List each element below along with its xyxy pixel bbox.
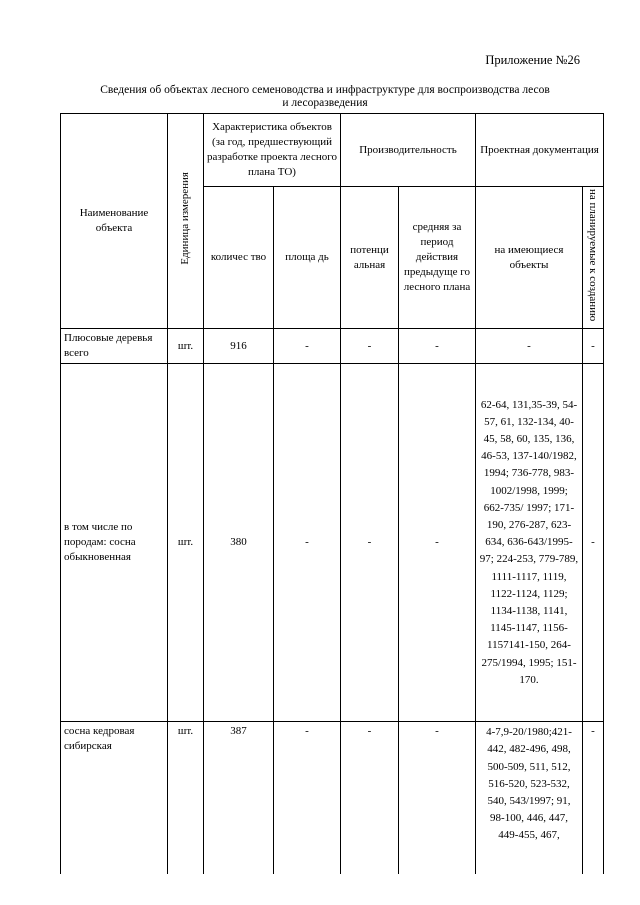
appendix-label: Приложение №26 — [485, 53, 580, 67]
header-quantity: количес тво — [204, 187, 274, 329]
header-area: площа дь — [274, 187, 341, 329]
table-row — [61, 722, 604, 874]
header-productivity: Производительность — [341, 114, 476, 187]
row-potential: - — [341, 329, 399, 364]
header-unit: Единица измерения — [179, 172, 191, 265]
title-line-2: и лесоразведения — [282, 97, 368, 109]
row-name: Плюсовые деревья всего — [61, 329, 168, 364]
row-unit: шт. — [168, 329, 204, 364]
table-row — [61, 364, 604, 722]
row-quantity: 387 — [204, 722, 274, 874]
title-line-1: Сведения об объектах лесного семеноводства и инфраструктуре для воспроизводства лесов — [100, 84, 550, 96]
row-area: - — [274, 329, 341, 364]
row-area: - — [274, 364, 341, 722]
row-existing: - — [476, 329, 583, 364]
row-name: в том числе по породам: сосна обыкновенная — [61, 364, 168, 722]
row-existing: 62-64, 131,35-39, 54-57, 61, 132-134, 40-45, 58, 60, 135, 136, 46-53, 137-140/1982, 1994; 736-778, 983-1002/1998, 1999; 662-735/ 1997; 171-190, 276-287, 623-634, 636-643/1995-97; 224-253, 779-789, 1111-1117, 1119, 1122-1124, 1129; 1134-1138, 1141, 1145-1147, 1156-1157141-150, 264-275/1994, 1995; 151-170. — [476, 364, 583, 722]
header-row-1 — [61, 114, 604, 187]
row-unit: шт. — [168, 722, 204, 874]
row-planned: - — [583, 364, 604, 722]
header-average: средняя за период действия предыдуще го лесного плана — [399, 187, 476, 329]
row-potential: - — [341, 364, 399, 722]
row-unit: шт. — [168, 364, 204, 722]
row-average: - — [399, 364, 476, 722]
row-planned: - — [583, 329, 604, 364]
header-unit-cell — [168, 114, 204, 329]
table-row — [61, 329, 604, 364]
document-title — [60, 84, 590, 110]
row-potential: - — [341, 722, 399, 874]
header-planned-cell — [583, 187, 604, 329]
row-average: - — [399, 722, 476, 874]
row-planned: - — [583, 722, 604, 874]
header-potential: потенци альная — [341, 187, 399, 329]
objects-table — [60, 113, 604, 874]
header-existing: на имеющиеся объекты — [476, 187, 583, 329]
header-documentation: Проектная документация — [476, 114, 604, 187]
row-average: - — [399, 329, 476, 364]
row-area: - — [274, 722, 341, 874]
header-planned: на планируемые к созданию — [587, 189, 599, 322]
row-existing: 4-7,9-20/1980;421-442, 482-496, 498, 500-509, 511, 512, 516-520, 523-532, 540, 543/1997; 91, 98-100, 446, 447, 449-455, 467, — [476, 722, 583, 874]
header-characteristics: Характеристика объектов (за год, предшествующий разработке проекта лесного плана ТО) — [204, 114, 341, 187]
row-name: сосна кедровая сибирская — [61, 722, 168, 874]
row-quantity: 916 — [204, 329, 274, 364]
header-name: Наименование объекта — [61, 114, 168, 329]
row-quantity: 380 — [204, 364, 274, 722]
